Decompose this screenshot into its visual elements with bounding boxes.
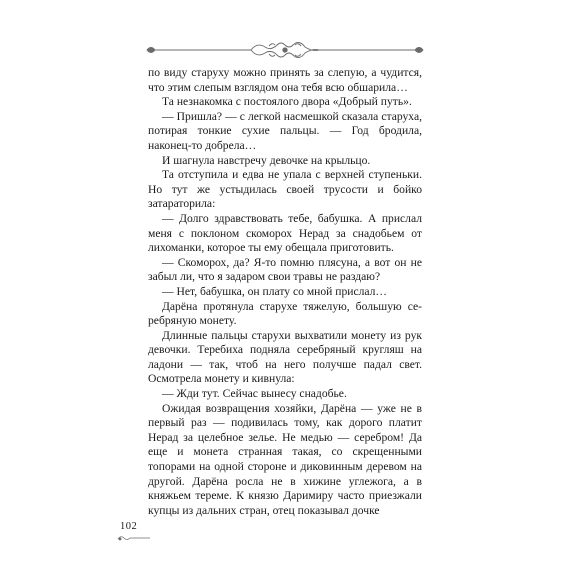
paragraph: — Жди тут. Сейчас вынесу снадобье. [162,387,347,401]
paragraph: — Пришла? — с легкой насмешкой сказала старуха, потирая тонкие сухие пальцы. — Год бродила, наконец-то добрела… [148,109,422,152]
paragraph: по виду старуху можно принять за слепую, а чудится, что этим слепым взглядом она тебя всю обшарила… [148,66,422,94]
page-number: 102 [120,521,138,532]
body-text [148,66,422,518]
paragraph: Дарёна протянула старухе тяжелую, большую серебряную монету. [148,299,422,328]
paragraph: Ожидая возвращения хозяйки, Дарёна — уже не в первый раз — подивилась тому, как дорого платит Нерад за целебное зелье. Не медью — серебром! Да еще и монета странная такая, со скрещенными топорами на одной стороне и диковинным деревом на другой. Дарёна росла не в хижине углежога, а в княжьем тереме. К князю Даримиру часто приезжали купцы из дальних стран, отец показывал дочке [148,401,422,517]
paragraph: Та отступила и едва не упала с верхней ступеньки. Но тут же устыдилась своей трусости и бойко затараторила: [148,168,422,211]
flourish-ornament-top [145,40,425,60]
paragraph: — Скоморох, да? Я-то помню плясуна, а вот он не забыл ли, что я задаром свои травы не раздаю? [148,255,422,284]
paragraph: — Нет, бабушка, он плату со мной прислал… [162,284,388,298]
paragraph: Длинные пальцы старухи выхватили монету из рук девочки. Теребиха подняла серебряный кругляш на ладони — так, чтоб на него получше падал свет. Осмотрела монету и кивнула: [148,328,422,386]
flourish-ornament-bottom [116,533,152,543]
paragraph: Та незнакомка с постоялого двора «Добрый путь». [162,95,412,109]
paragraph: — Долго здравствовать тебе, бабушка. А прислал меня с поклоном скоморох Нерад за снадобьем от лихоманки, которое ты ему обещала приготовить. [148,211,422,255]
paragraph: И шагнула навстречу девочке на крыльцо. [162,153,371,167]
